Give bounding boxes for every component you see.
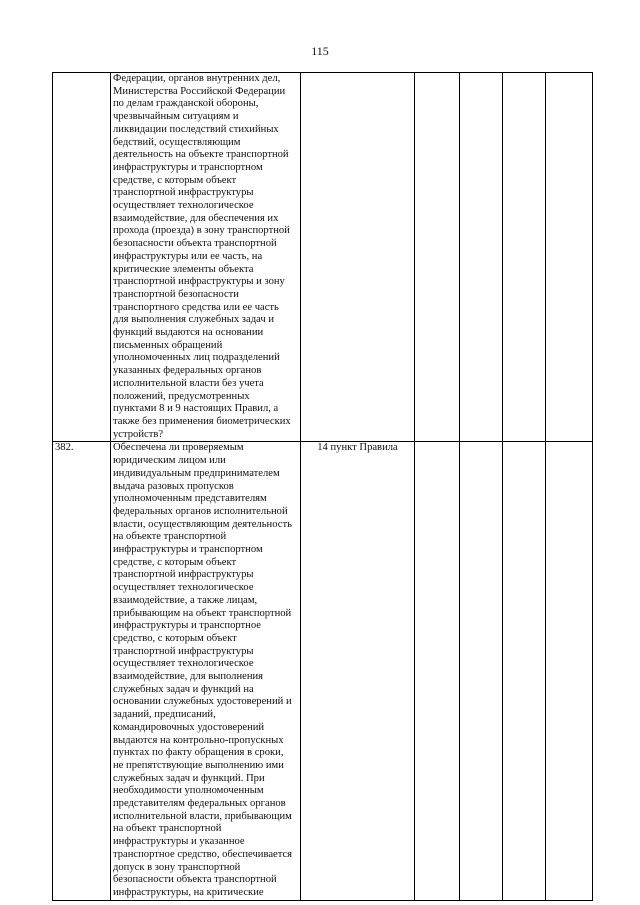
- table-row: [53, 73, 593, 442]
- text-line: взаимодействие, а также лицам,: [113, 594, 258, 606]
- answer-cell: [503, 442, 546, 900]
- text-line: прибывающим на объект транспортной: [113, 607, 292, 619]
- text-line: средстве, с которым объект: [113, 556, 237, 568]
- text-line: служебных задач и функций. При: [113, 772, 265, 784]
- legal-reference: [301, 73, 415, 442]
- text-line: транспортной инфраструктуры: [113, 569, 254, 581]
- text-line: прохода (проезда) в зону транспортной: [113, 225, 290, 237]
- text-line: командировочных удостоверений: [113, 721, 265, 733]
- checklist-table: [52, 72, 593, 901]
- text-line: представителям федеральных органов: [113, 798, 286, 810]
- text-line: выдача разовых пропусков: [113, 480, 234, 492]
- text-line: служебных задач и функций на: [113, 683, 254, 695]
- table-row: [53, 442, 593, 900]
- text-line: осуществляет технологическое: [113, 658, 254, 670]
- text-line: положений, предусмотренных: [113, 390, 250, 402]
- text-line: также без применения биометрических: [113, 415, 291, 427]
- text-line: взаимодействие, для обеспечения их: [113, 212, 279, 224]
- text-line: инфраструктуры, на критические: [113, 887, 264, 898]
- text-line: заданий, предписаний,: [113, 709, 216, 721]
- text-line: по делам гражданской обороны,: [113, 98, 259, 110]
- text-line: уполномоченных лиц подразделений: [113, 352, 280, 364]
- text-line: транспортного средства или ее часть: [113, 301, 279, 313]
- text-line: юридическим лицом или: [113, 455, 226, 467]
- page-number: 115: [311, 44, 329, 58]
- text-line: пунктами 8 и 9 настоящих Правил, а: [113, 403, 279, 415]
- text-line: федеральных органов исполнительной: [113, 505, 288, 517]
- text-line: осуществляет технологическое: [113, 200, 254, 212]
- text-line: исполнительной власти, прибывающим: [113, 810, 292, 822]
- text-line: бедствий, осуществляющим: [113, 136, 241, 148]
- text-line: Министерства Российской Федерации: [113, 85, 286, 97]
- text-line: устройств?: [113, 428, 164, 440]
- row-number: [53, 73, 111, 442]
- text-line: Федерации, органов внутренних дел,: [113, 73, 281, 84]
- text-line: инфраструктуры и транспортном: [113, 161, 263, 173]
- row-number: 382.: [53, 442, 111, 900]
- text-line: чрезвычайным ситуациям и: [113, 111, 239, 123]
- text-line: инфраструктуры и указанное: [113, 836, 245, 848]
- text-line: транспортной инфраструктуры: [113, 645, 254, 657]
- text-line: допуск в зону транспортной: [113, 861, 241, 873]
- text-line: ликвидации последствий стихийных: [113, 123, 279, 135]
- text-line: взаимодействие, для выполнения: [113, 671, 264, 683]
- text-line: безопасности объекта транспортной: [113, 874, 277, 886]
- text-line: на объекте транспортной: [113, 531, 227, 543]
- text-line: функций выдаются на основании: [113, 327, 264, 339]
- text-line: инфраструктуры и транспортном: [113, 544, 263, 556]
- text-line: безопасности объекта транспортной: [113, 238, 277, 250]
- answer-cell: [415, 73, 460, 442]
- text-line: уполномоченным представителям: [113, 493, 267, 505]
- answer-cell: [460, 73, 503, 442]
- text-line: транспортной инфраструктуры и зону: [113, 276, 285, 288]
- text-line: на объект транспортной: [113, 823, 222, 835]
- text-line: деятельность на объекте транспортной: [113, 149, 289, 161]
- text-line: средство, с которым объект: [113, 632, 237, 644]
- text-line: исполнительной власти без учета: [113, 377, 264, 389]
- answer-cell: [546, 442, 593, 900]
- text-line: индивидуальным предпринимателем: [113, 467, 280, 479]
- text-line: письменных обращений: [113, 339, 223, 351]
- text-line: пунктах по факту обращения в сроки,: [113, 747, 284, 759]
- text-line: инфраструктуры и транспортное: [113, 620, 261, 632]
- legal-reference: 14 пункт Правила: [301, 442, 415, 900]
- text-line: выдаются на контрольно-пропускных: [113, 734, 284, 746]
- text-line: власти, осуществляющим деятельность: [113, 518, 292, 530]
- text-line: осуществляет технологическое: [113, 582, 254, 594]
- answer-cell: [460, 442, 503, 900]
- question-text: [111, 73, 301, 442]
- text-line: необходимости уполномоченным: [113, 785, 264, 797]
- answer-cell: [415, 442, 460, 900]
- text-line: Обеспечена ли проверяемым: [113, 442, 244, 454]
- answer-cell: [503, 73, 546, 442]
- text-line: транспортное средство, обеспечивается: [113, 848, 293, 860]
- text-line: критические элементы объекта: [113, 263, 254, 275]
- text-line: для выполнения служебных задач и: [113, 314, 275, 326]
- text-line: основании служебных удостоверений и: [113, 696, 292, 708]
- text-line: указанных федеральных органов: [113, 365, 262, 377]
- text-line: транспортной безопасности: [113, 288, 239, 300]
- text-line: не препятствующие выполнению ими: [113, 759, 284, 771]
- answer-cell: [546, 73, 593, 442]
- question-text: [111, 442, 301, 900]
- text-line: средстве, с которым объект: [113, 174, 237, 186]
- text-line: транспортной инфраструктуры: [113, 187, 254, 199]
- text-line: инфраструктуры или ее часть, на: [113, 250, 263, 262]
